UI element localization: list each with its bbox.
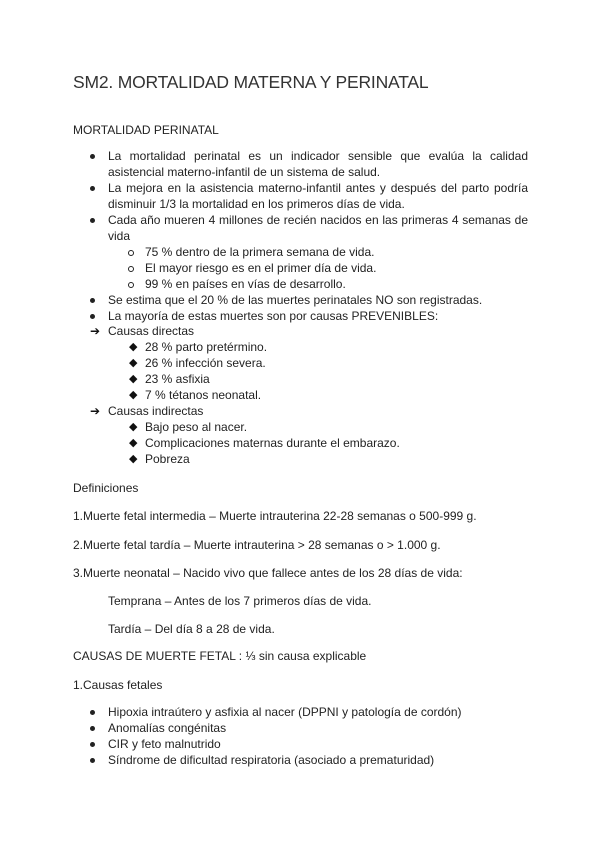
list-subitem: Bajo peso al nacer. (145, 420, 248, 434)
list-item: La mejora en la asistencia materno-infantil antes y después del parto podría disminuir 1/3 la mortalidad en los primeros días de vida. (108, 181, 528, 211)
bullet-dot-icon (90, 314, 95, 319)
list-item: Síndrome de dificultad respiratoria (asociado a prematuridad) (108, 753, 435, 767)
bullet-dot-icon (90, 218, 95, 223)
list-subitem: 26 % infección severa. (145, 356, 266, 370)
bullet-dot-icon (90, 742, 95, 747)
list-subitem: Complicaciones maternas durante el embarazo. (145, 436, 400, 450)
definition-subitem: Tardía – Del día 8 a 28 de vida. (108, 622, 275, 636)
definition-item: 2.Muerte fetal tardía – Muerte intrauterina > 28 semanas o > 1.000 g. (73, 538, 441, 552)
list-item: La mortalidad perinatal es un indicador sensible que evalúa la calidad asistencial materno-infantil de un sistema de salud. (108, 149, 528, 179)
page-title: SM2. MORTALIDAD MATERNA Y PERINATAL (73, 72, 429, 92)
diamond-icon: ◆ (129, 453, 138, 465)
diamond-icon: ◆ (129, 437, 138, 449)
list-subitem: 7 % tétanos neonatal. (145, 388, 262, 402)
diamond-icon: ◆ (129, 389, 138, 401)
list-item: Se estima que el 20 % de las muertes perinatales NO son registradas. (108, 293, 483, 307)
direct-causes-label: Causas directas (108, 324, 195, 338)
list-item: Hipoxia intraútero y asfixia al nacer (DPPNI y patología de cordón) (108, 705, 462, 719)
definition-item: 1.Muerte fetal intermedia – Muerte intrauterina 22-28 semanas o 500-999 g. (73, 509, 477, 523)
diamond-icon: ◆ (129, 357, 138, 369)
diamond-icon: ◆ (129, 341, 138, 353)
list-subitem: El mayor riesgo es en el primer día de vida. (145, 261, 377, 275)
bullet-circle-icon (128, 282, 134, 288)
bullet-circle-icon (128, 266, 134, 272)
bullet-dot-icon (90, 758, 95, 763)
bullet-dot-icon (90, 186, 95, 191)
arrow-icon: ➔ (90, 324, 101, 338)
bullet-dot-icon (90, 154, 95, 159)
definitions-heading: Definiciones (73, 481, 139, 495)
list-item: La mayoría de estas muertes son por causas PREVENIBLES: (108, 309, 439, 323)
bullet-circle-icon (128, 250, 134, 256)
list-subitem: 99 % en países en vías de desarrollo. (145, 277, 346, 291)
list-item: Anomalías congénitas (108, 721, 227, 735)
definition-item: 3.Muerte neonatal – Nacido vivo que fallece antes de los 28 días de vida: (73, 566, 463, 580)
list-subitem: Pobreza (145, 452, 190, 466)
bullet-dot-icon (90, 710, 95, 715)
bullet-dot-icon (90, 726, 95, 731)
fetal-causes-subheading: 1.Causas fetales (73, 678, 163, 692)
arrow-icon: ➔ (90, 404, 101, 418)
list-item: CIR y feto malnutrido (108, 737, 221, 751)
diamond-icon: ◆ (129, 421, 138, 433)
diamond-icon: ◆ (129, 373, 138, 385)
list-subitem: 75 % dentro de la primera semana de vida. (145, 245, 375, 259)
section-heading: MORTALIDAD PERINATAL (73, 123, 219, 137)
definition-subitem: Temprana – Antes de los 7 primeros días de vida. (108, 594, 372, 608)
indirect-causes-label: Causas indirectas (108, 404, 204, 418)
list-subitem: 28 % parto pretérmino. (145, 340, 268, 354)
list-subitem: 23 % asfixia (145, 372, 210, 386)
fetal-causes-heading: CAUSAS DE MUERTE FETAL : ⅓ sin causa explicable (73, 649, 367, 663)
list-item: Cada año mueren 4 millones de recién nacidos en las primeras 4 semanas de vida (108, 213, 528, 243)
bullet-dot-icon (90, 298, 95, 303)
